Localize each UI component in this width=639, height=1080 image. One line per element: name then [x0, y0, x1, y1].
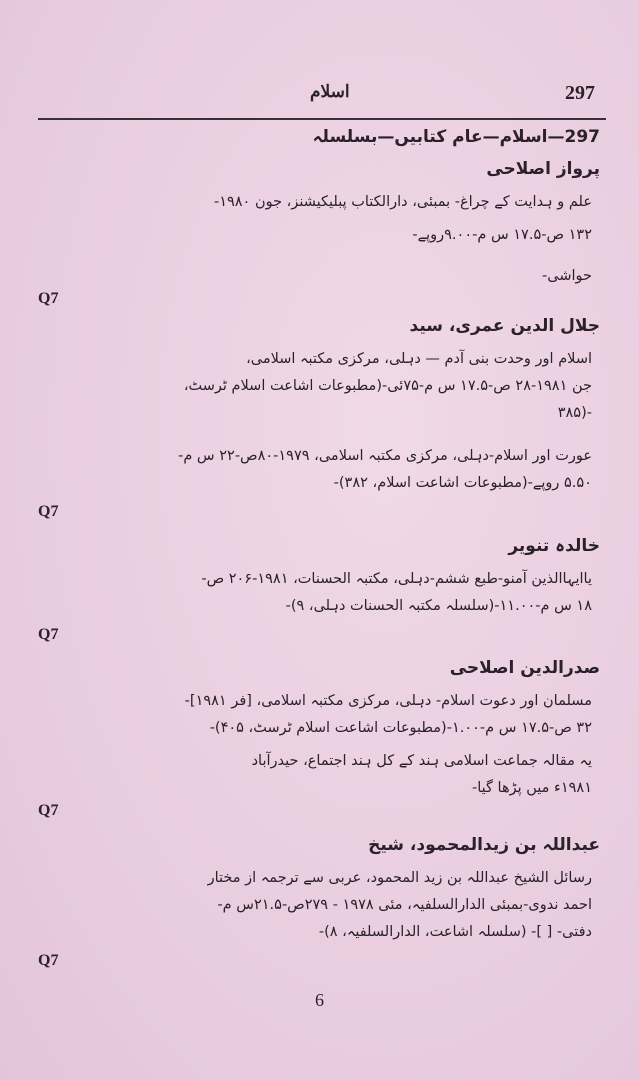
entry-line: مسلمان اور دعوت اسلام- دہلی، مرکزی مکتبہ اسلامی، [فر ۱۹۸۱]- — [184, 693, 592, 709]
entry-author: پرواز اصلاحی — [486, 159, 600, 179]
entry — [38, 316, 600, 521]
entry-line: جن ۱۹۸۱-۲۸ ص-۱۷.۵ س م-۷۵ئی-(مطبوعات اشاعت اسلام ٹرسٹ، — [183, 378, 592, 394]
entry-line: علم و ہدایت کے چراغ- بمبئی، دارالکتاب پبلیکیشنز، جون ۱۹۸۰- — [213, 194, 592, 210]
entry — [38, 834, 600, 970]
content — [38, 124, 600, 978]
entry-line: ۱۳۲ ص-۱۷.۵ س م-۹.۰۰روپے- — [412, 227, 592, 243]
entry-line: ۳۲ ص-۱۷.۵ س م-۱.۰۰-(مطبوعات اشاعت اسلام ٹرسٹ، ۴۰۵)- — [209, 720, 592, 736]
entry — [38, 159, 600, 308]
entry-note: حواشی- — [542, 268, 592, 284]
entry-line: عورت اور اسلام-دہلی، مرکزی مکتبہ اسلامی، ۱۹۷۹-۸۰ص-۲۲ س م- — [178, 448, 592, 464]
entry — [38, 535, 600, 644]
page-header — [40, 82, 605, 112]
entry-line: ۱۸ س م-۱۱.۰۰-(سلسلہ مکتبہ الحسنات دہلی، ۹)- — [285, 598, 592, 614]
entry-note: ۱۹۸۱ء میں پڑھا گیا- — [471, 780, 592, 796]
entry-author: جلال الدین عمری، سید — [409, 316, 600, 336]
entry-line: رسائل الشیخ عبداللہ بن زید المحمود، عربی سے ترجمہ از مختار — [207, 870, 592, 886]
entry-code: Q7 — [38, 626, 59, 643]
entry-line: احمد ندوی-بمبئی الدارالسلفیہ، مئی ۱۹۷۸ - ۲۷۹ص-۲۱.۵س م- — [217, 897, 592, 913]
entry-author: عبداللہ بن زیدالمحمود، شیخ — [368, 835, 600, 855]
entry — [38, 658, 600, 820]
entry-code: Q7 — [38, 290, 59, 307]
entry-line: یاایہاالذین آمنو-طبع ششم-دہلی، مکتبہ الحسنات، ۱۹۸۱-۲۰۶ ص- — [201, 571, 592, 587]
entry-code: Q7 — [38, 952, 59, 969]
footer-page-number: 6 — [315, 990, 324, 1010]
section-title: 297—اسلام—عام کتابیں—بسلسلہ — [312, 127, 600, 147]
entry-line: ۵.۵۰ روپے-(مطبوعات اشاعت اسلام، ۳۸۲)- — [333, 475, 592, 491]
entry-code: Q7 — [38, 503, 59, 520]
header-rule — [38, 118, 606, 120]
entry-note: یہ مقالہ جماعت اسلامی ہند کے کل ہند اجتماع، حیدرآباد — [251, 753, 592, 769]
entry-author: خالدہ تنویر — [508, 536, 600, 556]
entry-code: Q7 — [38, 802, 59, 819]
entry-line: اسلام اور وحدت بنی آدم — دہلی، مرکزی مکتبہ اسلامی، — [246, 351, 592, 367]
entry-author: صدرالدین اصلاحی — [449, 658, 600, 678]
entry-line: ۳۸۵)- — [557, 405, 592, 421]
entry-line: دفتی- [ ]- (سلسلہ اشاعت، الدارالسلفیہ، ۸)- — [318, 924, 592, 940]
running-head: اسلام — [310, 82, 350, 102]
page-number: 297 — [565, 82, 595, 104]
